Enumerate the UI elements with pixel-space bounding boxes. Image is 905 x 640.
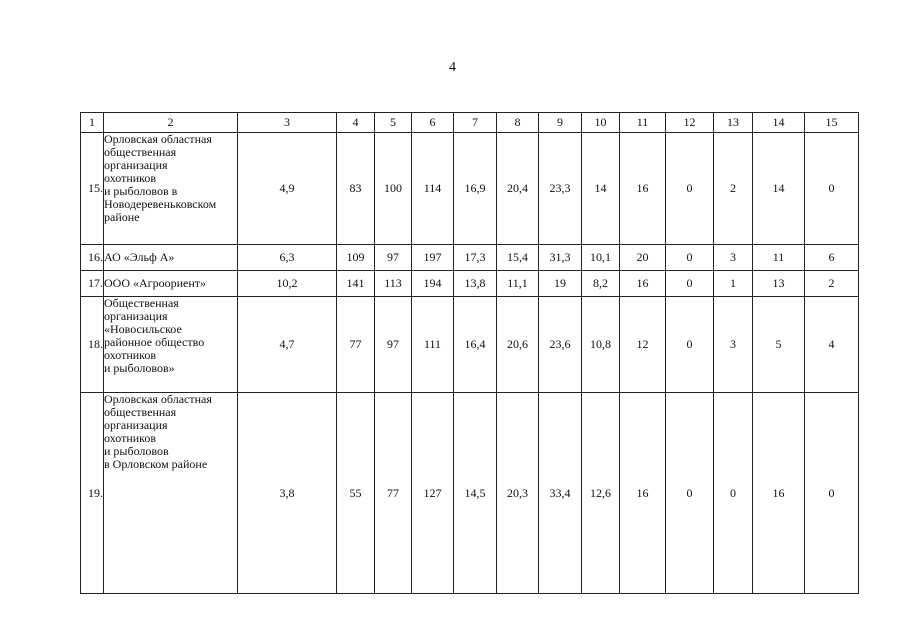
- data-table: [80, 112, 859, 594]
- header-cell: 12: [666, 113, 714, 133]
- value-cell: 8,2: [582, 271, 620, 297]
- value-cell: 6: [805, 245, 859, 271]
- table-row: [81, 245, 859, 271]
- value-cell: 19: [539, 271, 582, 297]
- header-cell: 8: [497, 113, 539, 133]
- value-cell: 16: [620, 271, 666, 297]
- value-cell: 20,4: [497, 133, 539, 245]
- table-row: [81, 133, 859, 245]
- header-cell: 1: [81, 113, 104, 133]
- row-number: 16.: [81, 245, 104, 271]
- value-cell: 16,9: [454, 133, 497, 245]
- value-cell: 16,4: [454, 297, 497, 393]
- value-cell: 127: [412, 393, 454, 594]
- header-cell: 4: [337, 113, 375, 133]
- value-cell: 11: [753, 245, 805, 271]
- value-cell: 3: [714, 297, 753, 393]
- header-cell: 15: [805, 113, 859, 133]
- value-cell: 20,6: [497, 297, 539, 393]
- value-cell: 14: [753, 133, 805, 245]
- value-cell: 4,9: [238, 133, 337, 245]
- table-row: [81, 271, 859, 297]
- value-cell: 16: [753, 393, 805, 594]
- row-number: 19.: [81, 393, 104, 594]
- value-cell: 13,8: [454, 271, 497, 297]
- value-cell: 97: [375, 245, 412, 271]
- value-cell: 197: [412, 245, 454, 271]
- value-cell: 109: [337, 245, 375, 271]
- row-number: 15.: [81, 133, 104, 245]
- value-cell: 6,3: [238, 245, 337, 271]
- value-cell: 0: [666, 271, 714, 297]
- header-cell: 13: [714, 113, 753, 133]
- value-cell: 16: [620, 133, 666, 245]
- value-cell: 194: [412, 271, 454, 297]
- value-cell: 0: [805, 393, 859, 594]
- value-cell: 23,3: [539, 133, 582, 245]
- value-cell: 97: [375, 297, 412, 393]
- value-cell: 13: [753, 271, 805, 297]
- header-cell: 2: [104, 113, 238, 133]
- value-cell: 0: [714, 393, 753, 594]
- page-number: 4: [449, 60, 456, 75]
- value-cell: 23,6: [539, 297, 582, 393]
- value-cell: 12: [620, 297, 666, 393]
- value-cell: 14: [582, 133, 620, 245]
- table-row: [81, 393, 859, 594]
- header-cell: 3: [238, 113, 337, 133]
- value-cell: 4,7: [238, 297, 337, 393]
- value-cell: 2: [714, 133, 753, 245]
- value-cell: 14,5: [454, 393, 497, 594]
- value-cell: 3: [714, 245, 753, 271]
- organization-name: Орловская областная общественная организация охотников и рыболовов в Новодеревеньковском районе: [104, 133, 238, 245]
- value-cell: 77: [337, 297, 375, 393]
- value-cell: 15,4: [497, 245, 539, 271]
- value-cell: 113: [375, 271, 412, 297]
- value-cell: 11,1: [497, 271, 539, 297]
- value-cell: 10,8: [582, 297, 620, 393]
- value-cell: 0: [666, 393, 714, 594]
- organization-name: Общественная организация «Новосильское районное общество охотников и рыболовов»: [104, 297, 238, 393]
- table-row: [81, 297, 859, 393]
- value-cell: 111: [412, 297, 454, 393]
- value-cell: 10,1: [582, 245, 620, 271]
- organization-name: ООО «Агроориент»: [104, 271, 238, 297]
- value-cell: 31,3: [539, 245, 582, 271]
- value-cell: 1: [714, 271, 753, 297]
- organization-name: АО «Эльф А»: [104, 245, 238, 271]
- value-cell: 0: [666, 133, 714, 245]
- header-cell: 10: [582, 113, 620, 133]
- value-cell: 17,3: [454, 245, 497, 271]
- header-cell: 7: [454, 113, 497, 133]
- header-cell: 5: [375, 113, 412, 133]
- value-cell: 20,3: [497, 393, 539, 594]
- value-cell: 0: [805, 133, 859, 245]
- value-cell: 33,4: [539, 393, 582, 594]
- value-cell: 2: [805, 271, 859, 297]
- header-row: [81, 113, 859, 133]
- value-cell: 0: [666, 297, 714, 393]
- header-cell: 11: [620, 113, 666, 133]
- header-cell: 14: [753, 113, 805, 133]
- value-cell: 100: [375, 133, 412, 245]
- value-cell: 0: [666, 245, 714, 271]
- row-number: 17.: [81, 271, 104, 297]
- value-cell: 5: [753, 297, 805, 393]
- value-cell: 55: [337, 393, 375, 594]
- value-cell: 3,8: [238, 393, 337, 594]
- organization-name: Орловская областная общественная организация охотников и рыболовов в Орловском районе: [104, 393, 238, 594]
- value-cell: 83: [337, 133, 375, 245]
- header-cell: 9: [539, 113, 582, 133]
- row-number: 18.: [81, 297, 104, 393]
- value-cell: 141: [337, 271, 375, 297]
- value-cell: 16: [620, 393, 666, 594]
- header-cell: 6: [412, 113, 454, 133]
- value-cell: 114: [412, 133, 454, 245]
- value-cell: 10,2: [238, 271, 337, 297]
- value-cell: 12,6: [582, 393, 620, 594]
- value-cell: 4: [805, 297, 859, 393]
- value-cell: 20: [620, 245, 666, 271]
- value-cell: 77: [375, 393, 412, 594]
